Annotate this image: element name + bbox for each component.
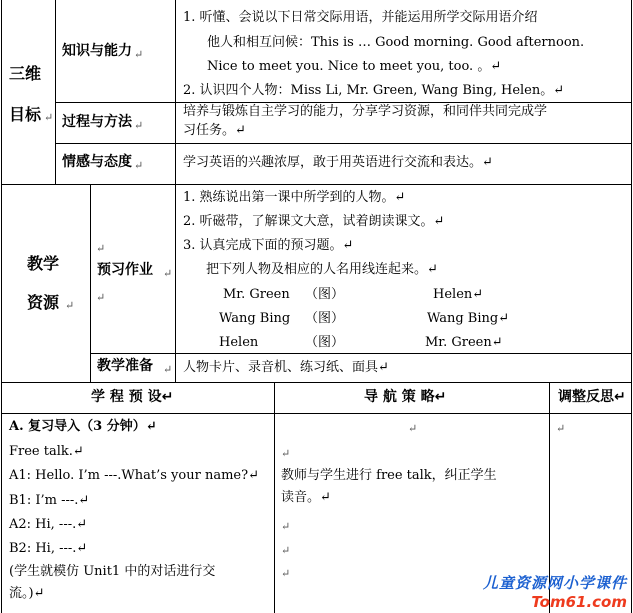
guocheng-text: 培养与锻炼自主学习的能力，分享学习资源，和同伴共同完成学 xyxy=(183,104,548,119)
qinggan-text: 学习英语的兴趣浓厚，敢于用英语进行交流和表达。↵ xyxy=(183,155,493,170)
yuxi-return: ↵ xyxy=(163,267,173,280)
zhishi-return: ↵ xyxy=(134,48,144,61)
yuxi-item: 把下列人物及相应的人名用线连起来。↵ xyxy=(206,262,438,277)
border-right xyxy=(631,0,632,613)
yuxi-item: 2. 听磁带，了解课文大意，试着朗读课文。↵ xyxy=(183,214,445,229)
zhunbei-label: 教学准备 xyxy=(97,358,153,374)
watermark-line1: 儿童资源网小学课件 xyxy=(482,574,627,592)
yuxi-item: 1. 熟练说出第一课中所学到的人物。↵ xyxy=(183,190,406,205)
col3-return: ↵ xyxy=(556,422,566,435)
strategy-text: 读音。↵ xyxy=(281,490,331,505)
jiaoxue-return: ↵ xyxy=(65,299,75,312)
zhunbei-return: ↵ xyxy=(163,363,173,376)
col2-return: ↵ xyxy=(281,520,291,533)
match-name: Wang Bing xyxy=(219,311,291,326)
dialogue-line: B1: I’m ---.↵ xyxy=(9,493,90,508)
strategy-text: 教师与学生进行 free talk，纠正学生 xyxy=(281,468,497,483)
note-line: (学生就模仿 Unit1 中的对话进行交 xyxy=(9,564,216,579)
yuxi-left-return: ↵ xyxy=(96,291,106,304)
col-sep xyxy=(55,0,56,184)
match-picture: （图） xyxy=(305,287,345,302)
note-line: 流。)↵ xyxy=(9,586,45,601)
yuxi-item: 3. 认真完成下面的预习题。↵ xyxy=(183,238,354,253)
dialogue-line: A1: Hello. I’m ---.What’s your name?↵ xyxy=(9,468,259,483)
sanwei-line1: 三维 xyxy=(9,64,42,83)
dialogue-line: Free talk.↵ xyxy=(9,444,84,459)
watermark-line2: Tom61.com xyxy=(531,593,627,611)
zhishi-item: 2. 认识四个人物：Miss Li, Mr. Green, Wang Bing, Helen。↵ xyxy=(183,83,565,98)
match-name: Mr. Green xyxy=(223,287,290,302)
row-sep xyxy=(1,184,632,185)
row-sep xyxy=(55,143,632,144)
yuxi-label: 预习作业 xyxy=(97,262,153,278)
match-picture: （图） xyxy=(305,335,345,350)
header-tiaozheng: 调整反思↵ xyxy=(558,389,626,405)
guocheng-text: 习任务。↵ xyxy=(183,123,246,138)
dialogue-line: B2: Hi, ---.↵ xyxy=(9,541,88,556)
guocheng-return: ↵ xyxy=(134,119,144,132)
qinggan-return: ↵ xyxy=(134,159,144,172)
jiaoxue-line1: 教学 xyxy=(27,254,60,273)
col-sep xyxy=(175,0,176,184)
header-xuecheng: 学 程 预 设↵ xyxy=(91,389,174,405)
guocheng-label: 过程与方法 xyxy=(62,114,132,130)
sanwei-line2: 目标 xyxy=(9,105,42,124)
zhishi-item: Nice to meet you. Nice to meet you, too. 。↵ xyxy=(207,59,502,74)
yuxi-left-return: ↵ xyxy=(96,242,106,255)
row-sep xyxy=(90,353,632,354)
col2-return: ↵ xyxy=(281,544,291,557)
zhunbei-text: 人物卡片、录音机、练习纸、面具↵ xyxy=(183,360,389,375)
border-left xyxy=(1,0,2,613)
col-sep xyxy=(274,382,275,613)
col2-return: ↵ xyxy=(281,567,291,580)
watermark xyxy=(483,572,627,611)
row-sep xyxy=(1,382,632,383)
match-target: Helen↵ xyxy=(433,287,484,302)
zhishi-item: 1. 听懂、会说以下日常交际用语，并能运用所学交际用语介绍 xyxy=(183,10,538,25)
row-sep xyxy=(1,413,632,414)
header-daohang: 导 航 策 略↵ xyxy=(364,389,447,405)
col2-return: ↵ xyxy=(408,422,418,435)
qinggan-label: 情感与态度 xyxy=(62,154,132,170)
jiaoxue-line2: 资源 xyxy=(27,293,60,312)
dialogue-line: A2: Hi, ---.↵ xyxy=(9,517,88,532)
step-title: A. 复习导入（3 分钟）↵ xyxy=(9,419,157,434)
zhishi-label: 知识与能力 xyxy=(62,43,132,59)
row-sep xyxy=(55,102,632,103)
match-picture: （图） xyxy=(305,311,345,326)
sanwei-return: ↵ xyxy=(44,111,54,124)
col2-return: ↵ xyxy=(281,447,291,460)
match-name: Helen xyxy=(219,335,259,350)
zhishi-item: 他人和相互问候：This is … Good morning. Good afternoon. xyxy=(207,35,585,50)
match-target: Wang Bing↵ xyxy=(427,311,510,326)
match-target: Mr. Green↵ xyxy=(425,335,503,350)
